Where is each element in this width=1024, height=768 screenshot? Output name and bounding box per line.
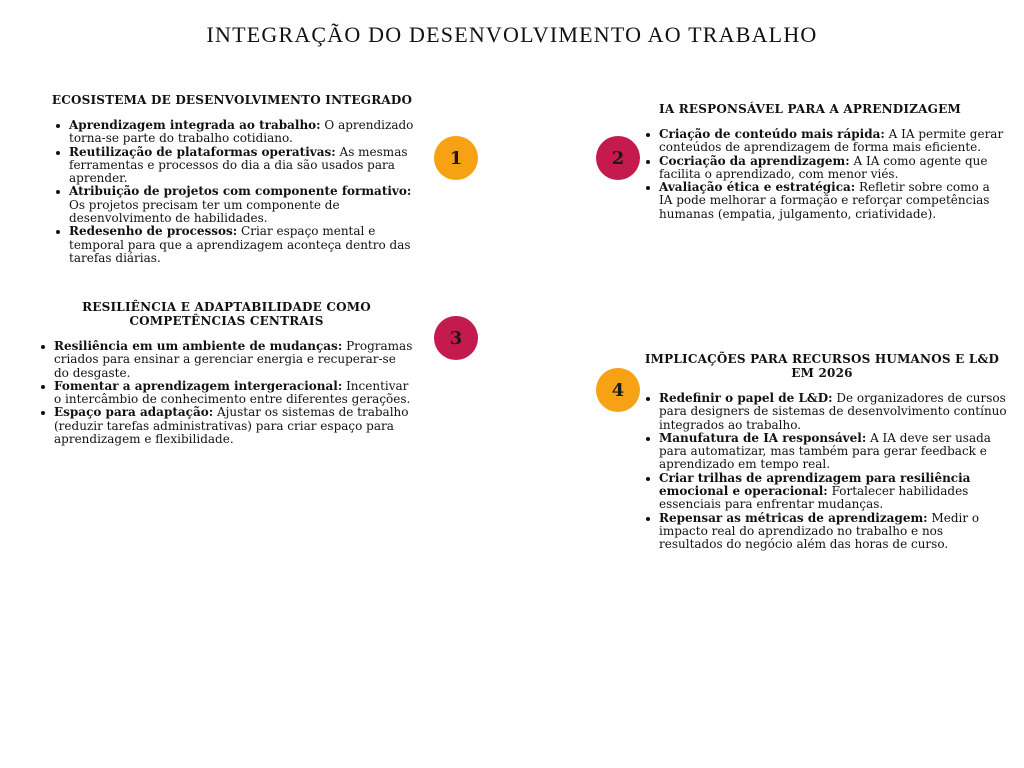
section-responsible-ai	[644, 102, 1006, 221]
section-heading: ECOSISTEMA DE DESENVOLVIMENTO INTEGRADO	[51, 93, 413, 107]
item-label: Criar trilhas de aprendizagem para resiliência emocional e operacional:	[659, 470, 971, 499]
list-item	[659, 128, 1006, 155]
section-heading: IA RESPONSÁVEL PARA A APRENDIZAGEM	[659, 102, 961, 116]
list-item	[54, 340, 414, 380]
list-item	[69, 185, 416, 225]
item-text: Refletir sobre como a IA pode melhorar a formação e reforçar competências humanas (empatia, julgamento, criatividade).	[659, 180, 990, 221]
list-item	[659, 512, 1010, 552]
section-hr-implications	[644, 352, 1010, 552]
list-item	[69, 119, 416, 146]
section-heading: IMPLICAÇÕES PARA RECURSOS HUMANOS E L&D EM 2026	[644, 352, 1000, 380]
item-text: Criar espaço mental e temporal para que a aprendizagem aconteça dentro das tarefas diárias.	[69, 224, 411, 265]
list-item	[659, 181, 1006, 221]
item-label: Redesenho de processos:	[69, 224, 238, 239]
item-label: Resiliência em um ambiente de mudanças:	[54, 339, 343, 353]
item-text: As mesmas ferramentas e processos do dia a dia são usados para aprender.	[69, 144, 408, 186]
step-badge-3: 3	[434, 316, 478, 360]
list-item	[54, 380, 414, 407]
list-item	[659, 392, 1010, 432]
item-text: O aprendizado torna-se parte do trabalho cotidiano.	[69, 118, 414, 146]
bullet-list	[54, 119, 416, 265]
item-label: Atribuição de projetos com componente formativo:	[69, 184, 412, 199]
item-text: A IA como agente que facilita o aprendizado, com menor viés.	[659, 153, 988, 181]
item-text: Ajustar os sistemas de trabalho (reduzir tarefas administrativas) para criar espaço para aprendizagem e flexibilidade.	[54, 405, 409, 447]
list-item	[659, 472, 1010, 512]
item-text: Medir o impacto real do aprendizado no trabalho e nos resultados do negócio além das horas de curso.	[659, 510, 980, 552]
item-text: A IA permite gerar conteúdos de aprendizagem de forma mais eficiente.	[659, 127, 1004, 155]
bullet-list	[644, 128, 1006, 221]
item-label: Aprendizagem integrada ao trabalho:	[69, 118, 321, 132]
item-label: Fomentar a aprendizagem intergeracional:	[54, 378, 343, 393]
section-integrated-ecosystem	[51, 93, 416, 265]
page-title: INTEGRAÇÃO DO DESENVOLVIMENTO AO TRABALHO	[206, 22, 818, 47]
item-text: Incentivar o intercâmbio de conhecimento entre diferentes gerações.	[54, 378, 411, 407]
item-text: De organizadores de cursos para designers de sistemas de desenvolvimento contínuo integrados ao trabalho.	[659, 391, 1007, 432]
item-label: Repensar as métricas de aprendizagem:	[659, 510, 928, 525]
step-badge-4: 4	[596, 368, 640, 412]
item-label: Avaliação ética e estratégica:	[659, 180, 856, 195]
item-label: Criação de conteúdo mais rápida:	[659, 127, 885, 141]
item-label: Cocriação da aprendizagem:	[659, 153, 850, 168]
item-text: Programas criados para ensinar a gerenciar energia e recuperar-se do desgaste.	[54, 339, 413, 380]
section-resilience	[39, 300, 414, 446]
item-text: Fortalecer habilidades essenciais para enfrentar mudanças.	[659, 484, 969, 512]
list-item	[69, 146, 416, 186]
item-label: Manufatura de IA responsável:	[659, 430, 867, 445]
step-badge-1: 1	[434, 136, 478, 180]
item-text: A IA deve ser usada para automatizar, mas também para gerar feedback e aprendizado em tempo real.	[659, 430, 991, 472]
list-item	[54, 406, 414, 446]
item-label: Espaço para adaptação:	[54, 405, 214, 420]
item-text: Os projetos precisam ter um componente de desenvolvimento de habilidades.	[69, 197, 340, 226]
step-badge-2: 2	[596, 136, 640, 180]
item-label: Reutilização de plataformas operativas:	[69, 144, 336, 159]
section-heading: RESILIÊNCIA E ADAPTABILIDADE COMO COMPETÊNCIAS CENTRAIS	[82, 300, 371, 328]
bullet-list	[644, 392, 1010, 552]
bullet-list	[39, 340, 414, 446]
list-item	[659, 432, 1010, 472]
list-item	[659, 155, 1006, 182]
list-item	[69, 225, 416, 265]
item-label: Redefinir o papel de L&D:	[659, 391, 833, 405]
